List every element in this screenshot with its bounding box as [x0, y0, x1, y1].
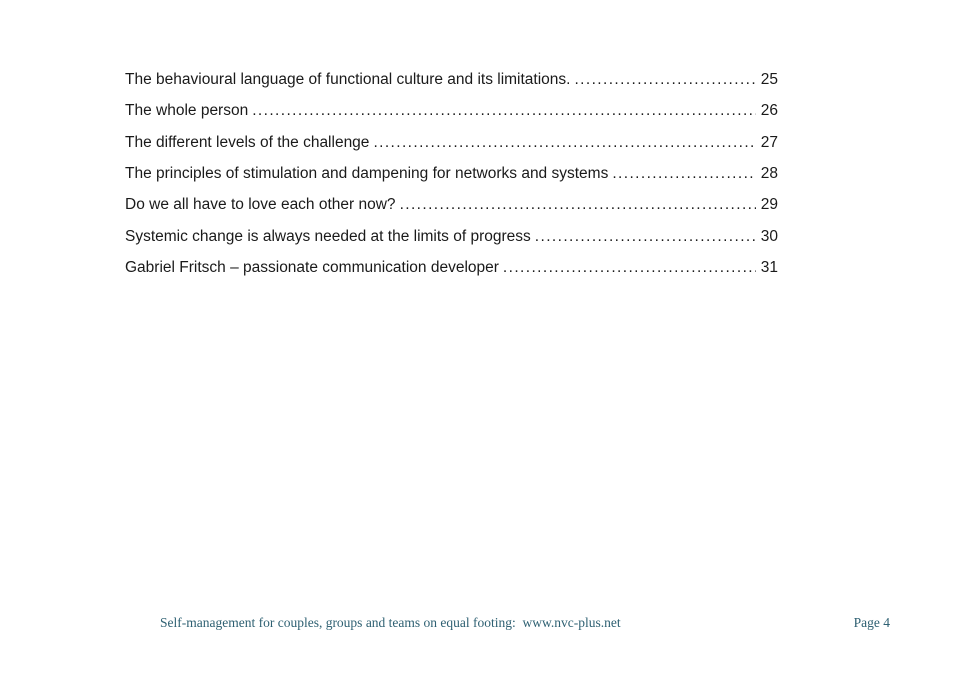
footer-tagline: [160, 615, 621, 631]
toc-entry-title: The principles of stimulation and dampening for networks and systems: [125, 165, 609, 183]
toc-entry-page: 28: [760, 165, 778, 183]
toc-entry[interactable]: [125, 64, 778, 95]
toc-dot-leader: [503, 252, 756, 283]
toc-entry-page: 31: [760, 259, 778, 277]
toc-list: [125, 64, 778, 283]
toc-entry-title: Gabriel Fritsch – passionate communication developer: [125, 259, 499, 277]
toc-entry-page: 30: [760, 227, 778, 245]
toc-entry[interactable]: [125, 252, 778, 283]
page-footer: [0, 615, 960, 637]
toc-entry[interactable]: [125, 127, 778, 158]
toc-dot-leader: [535, 221, 756, 252]
toc-dot-leader: [574, 64, 756, 95]
toc-entry[interactable]: [125, 158, 778, 189]
toc-entry-page: 29: [760, 196, 778, 214]
toc-entry[interactable]: [125, 189, 778, 220]
toc-entry-title: The behavioural language of functional culture and its limitations.: [125, 71, 571, 88]
toc-dot-leader: [373, 127, 756, 158]
toc-entry-page: 27: [760, 133, 778, 151]
toc-dot-leader: [400, 189, 756, 220]
toc-entry-page: 26: [760, 102, 778, 120]
toc-entry[interactable]: [125, 95, 778, 126]
footer-page-number: Page 4: [853, 615, 890, 630]
footer-tagline-text: Self-management for couples, groups and teams on equal footing:: [160, 615, 523, 630]
toc-entry-title: The different levels of the challenge: [125, 133, 370, 151]
footer-website-link[interactable]: www.nvc-plus.net: [522, 615, 621, 630]
toc-entry-title: Do we all have to love each other now?: [125, 196, 396, 214]
toc-entry-page: 25: [760, 71, 778, 88]
toc-dot-leader: [252, 95, 756, 126]
toc-entry[interactable]: [125, 221, 778, 252]
toc-entry-title: The whole person: [125, 102, 249, 120]
toc-entry-title: Systemic change is always needed at the limits of progress: [125, 227, 531, 245]
toc-dot-leader: [612, 158, 756, 189]
